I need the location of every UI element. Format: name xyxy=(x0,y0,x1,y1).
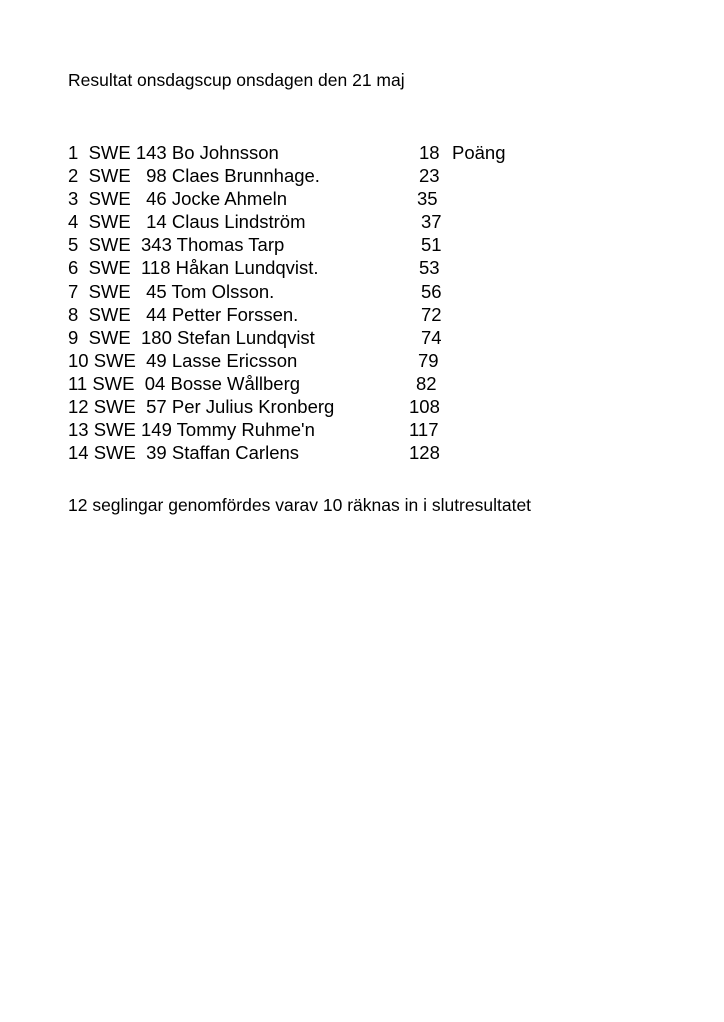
footer-note: 12 seglingar genomfördes varav 10 räknas in i slutresultatet xyxy=(68,495,532,515)
result-entry: 12 SWE 57 Per Julius Kronberg xyxy=(68,396,335,418)
result-points: 51 xyxy=(421,234,442,256)
result-entry: 4 SWE 14 Claus Lindström xyxy=(68,211,306,233)
result-entry: 9 SWE 180 Stefan Lundqvist xyxy=(68,326,315,348)
page-title: Resultat onsdagscup onsdagen den 21 maj xyxy=(68,70,405,90)
result-points: 117 xyxy=(409,419,439,441)
result-entry: 10 SWE 49 Lasse Ericsson xyxy=(68,349,298,371)
points-unit-label: Poäng xyxy=(452,142,506,163)
result-entry: 8 SWE 44 Petter Forssen. xyxy=(68,303,299,325)
result-entry: 14 SWE 39 Staffan Carlens xyxy=(68,442,300,464)
result-points: 79 xyxy=(418,349,439,371)
result-points: 18 xyxy=(419,142,440,163)
result-entry: 6 SWE 118 Håkan Lundqvist. xyxy=(68,257,319,279)
result-entry: 3 SWE 46 Jocke Ahmeln xyxy=(68,188,288,210)
result-entry: 13 SWE 149 Tommy Ruhme'n xyxy=(68,419,315,441)
result-entry: 7 SWE 45 Tom Olsson. xyxy=(68,280,275,302)
result-points: 53 xyxy=(419,257,440,279)
result-entry: 1 SWE 143 Bo Johnsson xyxy=(68,142,279,163)
result-points: 72 xyxy=(421,303,442,325)
result-entry: 5 SWE 343 Thomas Tarp xyxy=(68,234,285,256)
result-points: 37 xyxy=(421,211,442,233)
result-points: 56 xyxy=(421,280,442,302)
result-entry: 2 SWE 98 Claes Brunnhage. xyxy=(68,165,320,187)
result-points: 108 xyxy=(409,396,440,418)
result-entry: 11 SWE 04 Bosse Wållberg xyxy=(68,372,301,394)
result-points: 128 xyxy=(409,442,440,464)
result-points: 82 xyxy=(416,372,437,394)
result-points: 74 xyxy=(421,326,442,348)
result-points: 35 xyxy=(417,188,438,210)
result-points: 23 xyxy=(419,165,440,187)
